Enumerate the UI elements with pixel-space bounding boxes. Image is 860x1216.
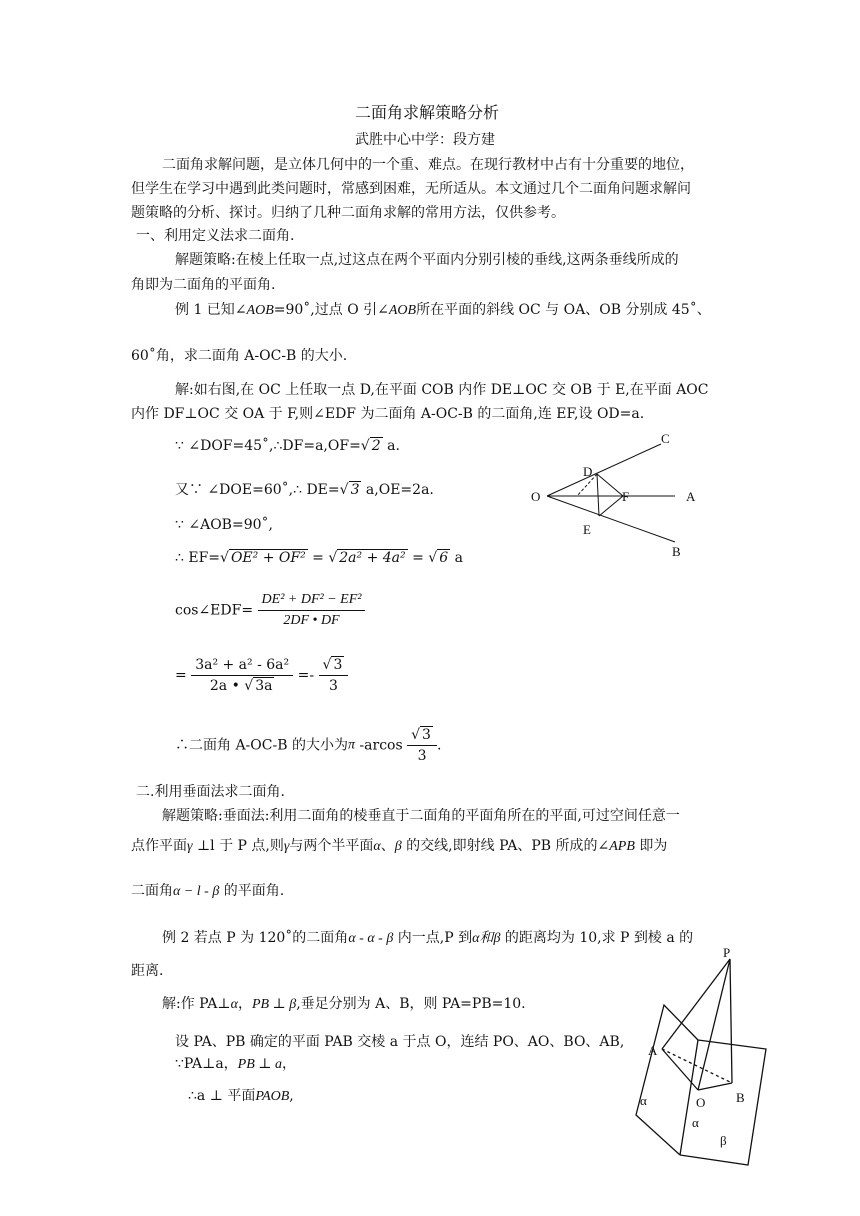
page-title: 二面角求解策略分析 bbox=[355, 103, 500, 122]
section1-strategy-2: 角即为二面角的平面角. bbox=[131, 277, 276, 293]
example1-line2: 60˚角，求二面角 A-OC-B 的大小. bbox=[131, 348, 348, 364]
label-E: E bbox=[583, 522, 591, 537]
fig2-label-B: B bbox=[736, 1090, 745, 1105]
cos-fraction: $\frac{\text{DE² + DF² − EF²}}{2DF • DF}$ bbox=[258, 590, 366, 631]
solution2-line4: ∴a ⊥ 平面PAOB, bbox=[188, 1088, 294, 1104]
solution1-line1: 解:如右图,在 OC 上任取一点 D,在平面 COB 内作 DE⊥OC 交 OB 于 E,在平面 AOC bbox=[175, 382, 709, 398]
solution2-line3: ∵PA⊥a，PB ⊥ a， bbox=[175, 1056, 296, 1072]
cos-evaluation: = $\frac{\text{3a² + a² - 6a²}}{2a • √ 3a}$ =- $\frac{√ 3}{3}$ bbox=[175, 655, 348, 696]
step1: ∵ ∠DOF=45˚,∴DF=a,OF=√ 2 a. bbox=[175, 438, 400, 454]
section2-strategy-3: 二面角α − l - β 的平面角. bbox=[131, 883, 285, 899]
fig2-label-O: O bbox=[696, 1095, 706, 1110]
cos-fraction-3: $\frac{√ 3}{3}$ bbox=[319, 655, 349, 696]
solution2-line2: 设 PA、PB 确定的平面 PAB 交棱 a 于点 O，连结 PO、AO、BO、AB, bbox=[175, 1034, 625, 1050]
step3: ∵ ∠AOB=90˚, bbox=[175, 517, 273, 533]
label-F: F bbox=[622, 489, 630, 504]
conclusion-fraction: $\frac{√ 3}{3}$ bbox=[407, 725, 437, 766]
figure-2-diagram bbox=[620, 945, 780, 1170]
fig2-label-A: A bbox=[648, 1043, 658, 1058]
label-B: B bbox=[672, 544, 681, 559]
cos-fraction-2: $\frac{\text{3a² + a² - 6a²}}{2a • √ 3a}$ bbox=[191, 655, 293, 696]
section2-heading: 二.利用垂面法求二面角. bbox=[136, 784, 285, 800]
intro-line-1: 二面角求解问题，是立体几何中的一个重、难点。在现行教材中占有十分重要的地位， bbox=[162, 157, 694, 173]
label-C: C bbox=[661, 431, 670, 446]
example2-line1: 例 2 若点 P 为 120˚的二面角α - α - β 内一点,P 到α和β 的距离均为 10,求 P 到棱 a 的 bbox=[162, 930, 694, 946]
conclusion1: ∴二面角 A-OC-B 的大小为π -arcos $\frac{√ 3}{3}$ . bbox=[175, 727, 442, 764]
section2-strategy-1: 解题策略:垂面法:利用二面角的棱垂直于二面角的平面角所在的平面,可过空间任意一 bbox=[162, 808, 680, 824]
section1-heading: 一、利用定义法求二面角. bbox=[136, 228, 295, 244]
example2-line2: 距离. bbox=[131, 963, 164, 979]
intro-line-3: 题策略的分析、探讨。归纳了几种二面角求解的常用方法，仅供参考。 bbox=[131, 205, 565, 221]
example1-line1: 例 1 已知∠AOB=90˚,过点 O 引∠AOB所在平面的斜线 OC 与 OA、OB 分别成 45˚、 bbox=[175, 302, 711, 318]
label-O: O bbox=[531, 489, 541, 504]
figure-2-lines bbox=[636, 959, 766, 1165]
intro-line-2: 但学生在学习中遇到此类问题时，常感到困难，无所适从。本文通过几个二面角问题求解问 bbox=[131, 181, 691, 197]
label-D: D bbox=[583, 464, 593, 479]
step2: 又∵ ∠DOE=60˚,∴ DE=√ 3 a,OE=2a. bbox=[175, 482, 434, 498]
solution1-line2: 内作 DF⊥OC 交 OA 于 F,则∠EDF 为二面角 A-OC-B 的二面角,连 EF,设 OD=a. bbox=[131, 406, 645, 422]
label-A: A bbox=[686, 489, 696, 504]
cos-formula: cos∠EDF= $\frac{\text{DE² + DF² − EF²}}{2DF • DF}$ bbox=[175, 590, 365, 631]
fig2-label-alpha2: α bbox=[692, 1115, 699, 1130]
fig2-label-beta: β bbox=[720, 1133, 727, 1148]
fig2-label-P: P bbox=[723, 945, 731, 960]
figure-1-lines bbox=[547, 444, 675, 542]
section2-strategy-2: 点作平面γ ⊥l 于 P 点,则γ与两个半平面α、β 的交线,即射线 PA、PB 所成的∠APB 即为 bbox=[131, 838, 668, 854]
fig2-label-alpha1: α bbox=[640, 1093, 647, 1108]
author-line: 武胜中心中学：段方建 bbox=[355, 132, 495, 148]
step4: ∴ EF=√ OE² + OF² = √ 2a² + 4a² = √ 6 a bbox=[175, 550, 463, 566]
solution2-line1: 解:作 PA⊥α，PB ⊥ β,垂足分别为 A、B，则 PA=PB=10. bbox=[162, 996, 526, 1012]
section1-strategy-1: 解题策略:在棱上任取一点,过这点在两个平面内分别引棱的垂线,这两条垂线所成的 bbox=[175, 252, 679, 268]
figure-1-diagram bbox=[525, 430, 705, 560]
